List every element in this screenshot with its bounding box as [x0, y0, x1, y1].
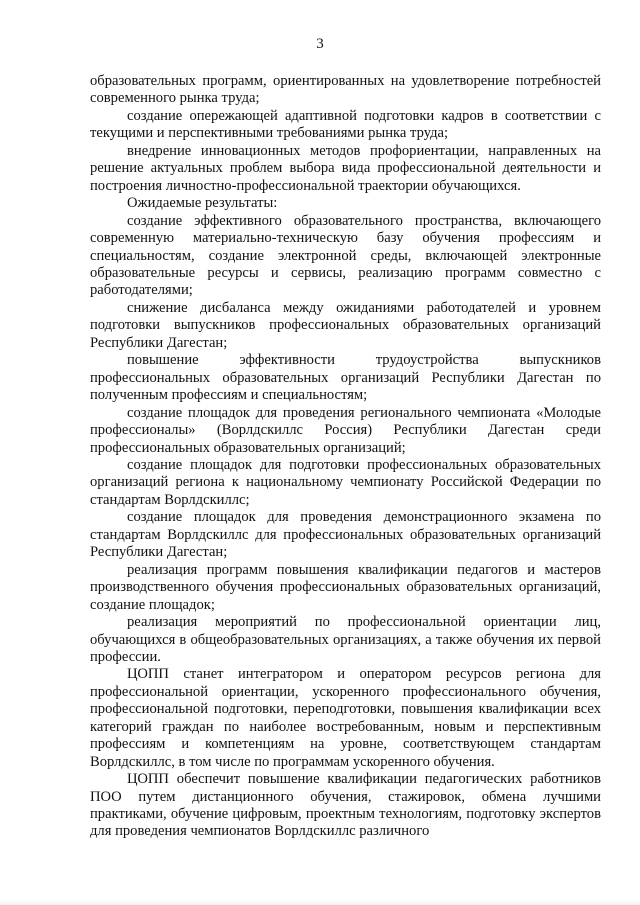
paragraph-copp-teacher-training: ЦОПП обеспечит повышение квалификации педагогических работников ПОО путем дистанционного обучения, стажировок, обмена лучшими практиками, обучение цифровым, проектным технологиям, подготовку экспертов для проведения чемпионатов Ворлдскиллс различного: [90, 771, 601, 840]
paragraph-demo-exam: создание площадок для проведения демонстрационного экзамена по стандартам Ворлдскиллс для профессиональных образовательных организаций Республики Дагестан;: [90, 509, 601, 561]
paragraph-advanced-training: создание опережающей адаптивной подготовки кадров в соответствии с текущими и перспективными требованиями рынка труда;: [90, 107, 601, 142]
page-number: 3: [316, 36, 324, 52]
paragraph-employment-efficiency: повышение эффективности трудоустройства выпускников профессиональных образовательных организаций Республики Дагестан по полученным профессиям и специальностям;: [90, 352, 601, 404]
paragraph-national-championship: создание площадок для подготовки профессиональных образовательных организаций региона к национальному чемпионату Российской Федерации по стандартам Ворлдскиллс;: [90, 456, 601, 508]
paragraph-orientation-activities: реализация мероприятий по профессиональной ориентации лиц, обучающихся в общеобразовательных организациях, а также обучения их первой профессии.: [90, 614, 601, 665]
paragraph-continuation: образовательных программ, ориентированных на удовлетворение потребностей современного рынка труда;: [90, 73, 601, 107]
scan-edge-shadow: [0, 899, 640, 905]
document-body: [90, 73, 601, 841]
paragraph-expected-results-heading: Ожидаемые результаты:: [127, 195, 278, 212]
paragraph-qualification-programs: реализация программ повышения квалификации педагогов и мастеров производственного обучения профессиональных образовательных организаций, создание площадок;: [90, 561, 601, 613]
paragraph-career-guidance-methods: внедрение инновационных методов профориентации, направленных на решение актуальных проблем выбора вида профессиональной деятельности и построения личностно-профессиональной траектории обучающихся.: [90, 142, 601, 194]
paragraph-imbalance-reduction: снижение дисбаланса между ожиданиями работодателей и уровнем подготовки выпускников профессиональных образовательных организаций Республики Дагестан;: [90, 299, 601, 351]
paragraph-regional-championship: создание площадок для проведения регионального чемпионата «Молодые профессионалы» (Ворлдскиллс Россия) Республики Дагестан среди профессиональных образовательных организаций;: [90, 404, 601, 456]
paragraph-copp-integrator: ЦОПП станет интегратором и оператором ресурсов региона для профессиональной ориентации, ускоренного профессионального обучения, профессиональной подготовки, переподготовки, повышения квалификации всех категорий граждан по наиболее востребованным, новым и перспективным профессиям и компетенциям на уровне, соответствующем стандартам Ворлдскиллс, в том числе по программам ускоренного обучения.: [90, 666, 601, 770]
paragraph-educational-space: создание эффективного образовательного пространства, включающего современную материально-техническую базу обучения профессиям и специальностям, создание электронной среды, включающей электронные образовательные ресурсы и сервисы, реализацию программ совместно с работодателями;: [90, 212, 601, 299]
